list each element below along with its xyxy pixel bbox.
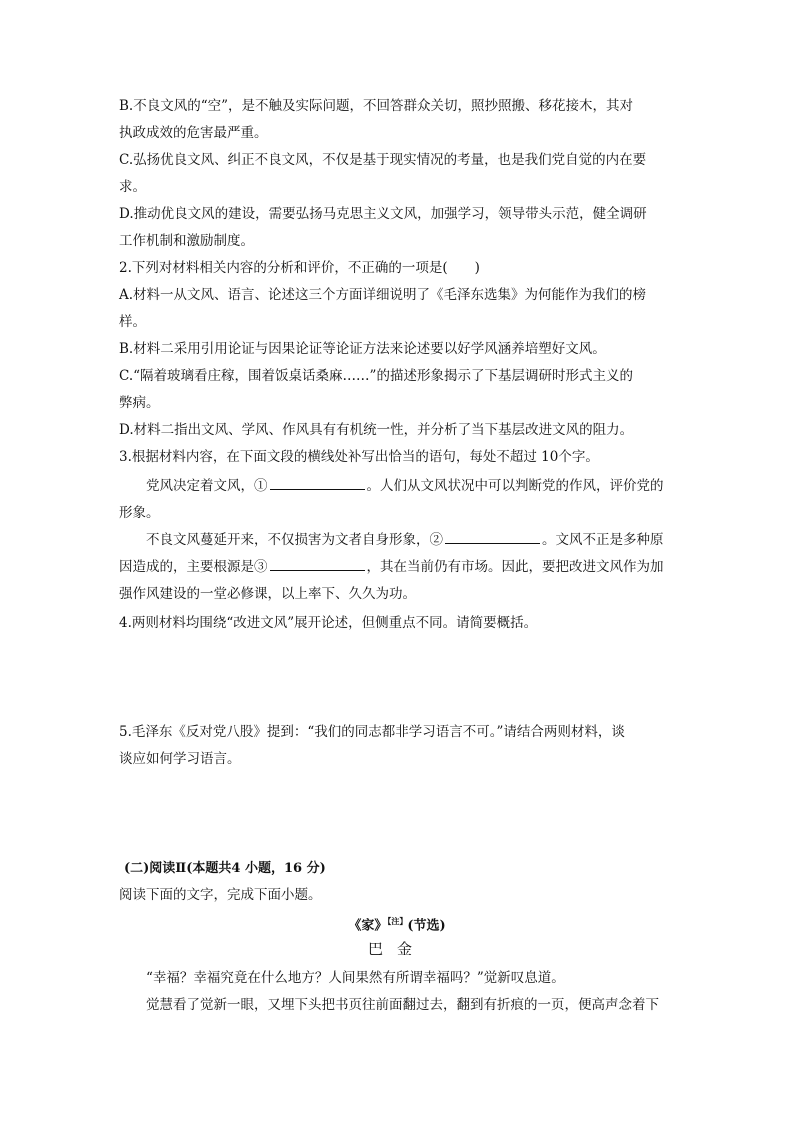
passage-title (0, 911, 794, 936)
answer-blank-3[interactable] (270, 558, 365, 571)
text-line: 执政成效的危害最严重。 (119, 125, 268, 141)
text-line: D.材料二指出文风、学风、作风具有有机统一性，并分析了当下基层改进文风的阻力。 (119, 422, 634, 438)
text-segment: 。人们从文风状况中可以判断党的作风，评价党的 (366, 478, 664, 494)
text-line: C.弘扬优良文风、纠正不良文风，不仅是基于现实情况的考量，也是我们党自觉的内在要 (119, 152, 647, 168)
text-segment: ，其在当前仍有市场。因此，要把改进文风作为加 (366, 559, 664, 575)
text-line (146, 476, 664, 496)
text-line: C.“隔着玻璃看庄稼，围着饭桌话桑麻……”的描述形象揭示了下基层调研时形式主义的 (119, 368, 633, 384)
text-line: 形象。 (119, 505, 160, 521)
text-line: 弊病。 (119, 395, 160, 411)
footnote-mark: 【注】 (387, 916, 408, 926)
question-stem: 3.根据材料内容，在下面文段的横线处补写出恰当的语句，每处不超过 10个字。 (119, 449, 599, 465)
passage-author: 巴金 (367, 940, 426, 958)
instruction: 阅读下面的文字，完成下面小题。 (119, 887, 322, 903)
text-line: A.材料一从文风、语言、论述这三个方面详细说明了《毛泽东选集》为何能作为我们的榜 (119, 287, 647, 303)
question-4: 4.两则材料均围绕“改进文风”展开论述，但侧重点不同。请简要概括。 (119, 615, 538, 631)
text-segment: 。文风不正是多种原 (542, 532, 664, 548)
text-segment: 党风决定着文风，① (146, 478, 268, 494)
text-line: 5.毛泽东《反对党八股》提到：“我们的同志都非学习语言不可。”请结合两则材料，谈 (119, 724, 625, 740)
section-heading: (二)阅读Ⅱ(本题共4 小题，16 分) (124, 861, 326, 876)
text-line: D.推动优良文风的建设，需要弘扬马克思主义文风，加强学习，领导带头示范，健全调研 (119, 206, 647, 222)
title-main: 《家》 (348, 918, 388, 934)
passage-line: “幸福？幸福究竟在什么地方？人间果然有所谓幸福吗？”觉新叹息道。 (146, 970, 565, 986)
text-line: B.不良文风的“空”，是不触及实际问题，不回答群众关切，照抄照搬、移花接木，其对 (119, 98, 634, 114)
text-line (119, 557, 664, 577)
text-line: 强作风建设的一堂必修课，以上率下、久久为功。 (119, 586, 416, 602)
text-line: B.材料二采用引用论证与因果论证等论证方法来论述要以好学风涵养培塑好文风。 (119, 341, 606, 357)
text-segment: 不良文风蔓延开来，不仅损害为文者自身形象，② (146, 532, 443, 548)
answer-blank-1[interactable] (270, 477, 365, 490)
passage-line: 觉慧看了觉新一眼，又埋下头把书页往前面翻过去，翻到有折痕的一页，便高声念着下 (146, 997, 659, 1013)
text-line (146, 530, 664, 550)
answer-blank-2[interactable] (445, 531, 540, 544)
text-line: 样。 (119, 314, 146, 330)
text-line: 求。 (119, 179, 146, 195)
text-line: 工作机制和激励制度。 (119, 233, 254, 249)
text-segment: 因造成的，主要根源是③ (119, 559, 268, 575)
question-stem: 2.下列对材料相关内容的分析和评价，不正确的一项是( ) (119, 260, 480, 276)
title-tail: (节选) (407, 918, 446, 934)
text-line: 谈应如何学习语言。 (119, 751, 241, 767)
